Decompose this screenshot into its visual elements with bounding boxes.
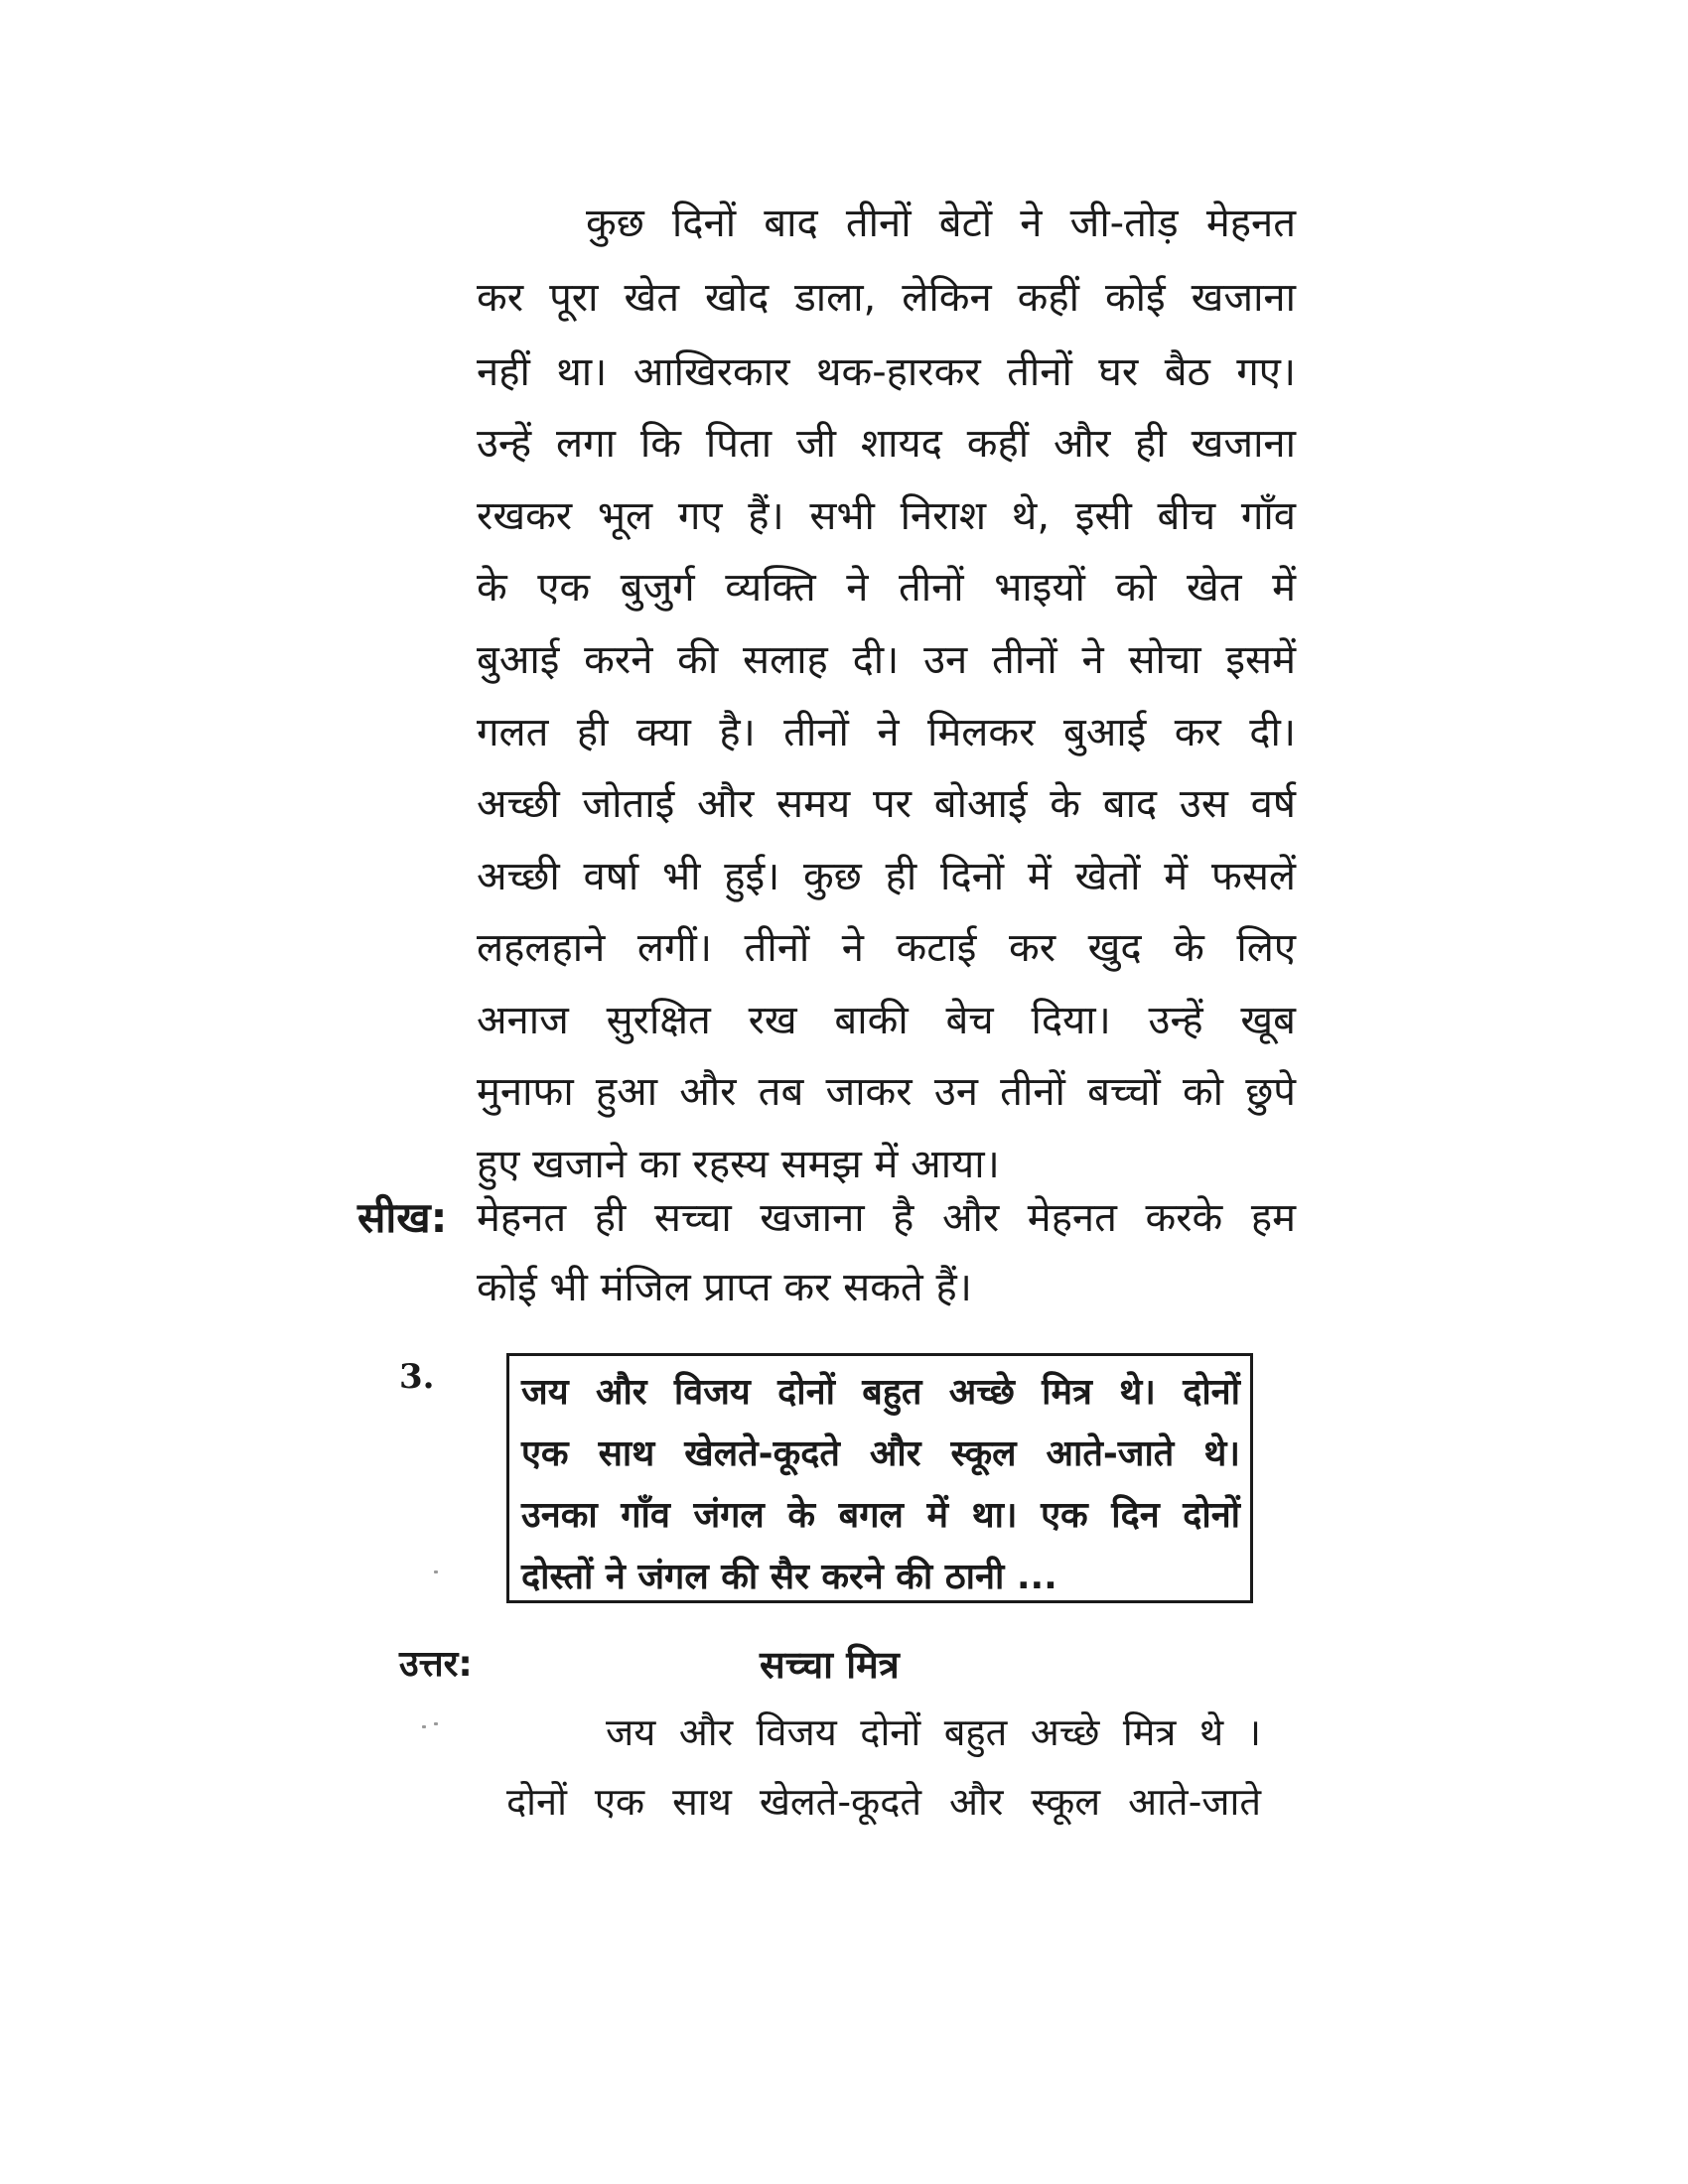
lesson-line: मेहनत ही सच्चा खजाना है और मेहनत करके हम [477,1195,1296,1241]
story-line: कर पूरा खेत खोद डाला, लेकिन कहीं कोई खजाना [477,275,1296,321]
question-prompt-box [506,1353,1253,1603]
answer-title: सच्चा मित्र [760,1643,900,1687]
story-line: कुछ दिनों बाद तीनों बेटों ने जी-तोड़ मेहनत [586,201,1296,246]
story-line: उन्हें लगा कि पिता जी शायद कहीं और ही खजाना [477,421,1296,467]
story-line: अच्छी वर्षा भी हुई। कुछ ही दिनों में खेतों में फसलें [477,854,1296,899]
story-line: के एक बुजुर्ग व्यक्ति ने तीनों भाइयों को खेत में [477,565,1296,611]
prompt-line: उनका गाँव जंगल के बगल में था। एक दिन दोनों [521,1495,1240,1536]
question-number: 3. [399,1357,435,1397]
scan-speck [422,1725,426,1728]
story-line: अच्छी जोताई और समय पर बोआई के बाद उस वर्ष [477,781,1296,827]
story-line: अनाज सुरक्षित रख बाकी बेच दिया। उन्हें खूब [477,998,1296,1043]
prompt-line: एक साथ खेलते-कूदते और स्कूल आते-जाते थे। [521,1433,1240,1474]
scan-speck [434,1722,438,1725]
story-line: हुए खजाने का रहस्य समझ में आया। [477,1142,1000,1187]
story-line: बुआई करने की सलाह दी। उन तीनों ने सोचा इसमें [477,637,1296,683]
prompt-line: जय और विजय दोनों बहुत अच्छे मित्र थे। दोनों [521,1372,1240,1413]
answer-line: जय और विजय दोनों बहुत अच्छे मित्र थे । [606,1710,1261,1754]
answer-label: उत्तर: [399,1644,473,1685]
story-line: रखकर भूल गए हैं। सभी निराश थे, इसी बीच गाँव [477,493,1296,539]
answer-line: दोनों एक साथ खेलते-कूदते और स्कूल आते-जाते [506,1780,1261,1824]
scan-speck [434,1570,438,1573]
story-line: मुनाफा हुआ और तब जाकर उन तीनों बच्चों को छुपे [477,1069,1296,1115]
story-line: गलत ही क्या है। तीनों ने मिलकर बुआई कर दी। [477,710,1296,755]
lesson-line: कोई भी मंजिल प्राप्त कर सकते हैं। [477,1265,972,1310]
lesson-label: सीख: [357,1193,448,1242]
story-line: नहीं था। आखिरकार थक-हारकर तीनों घर बैठ गए। [477,349,1296,395]
prompt-line: दोस्तों ने जंगल की सैर करने की ठानी ... [521,1557,1057,1597]
story-line: लहलहाने लगीं। तीनों ने कटाई कर खुद के लिए [477,925,1296,971]
